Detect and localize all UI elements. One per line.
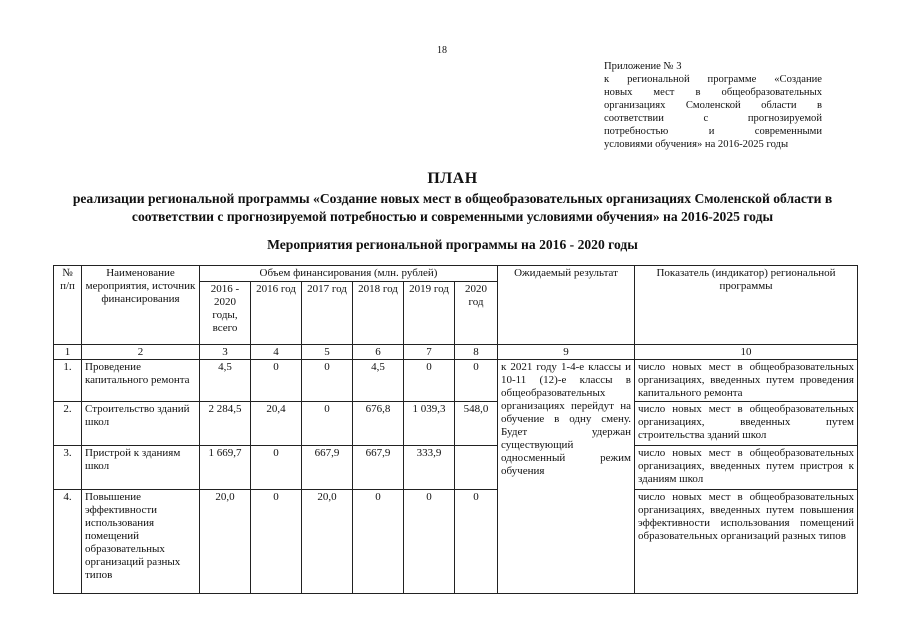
column-number: 3: [200, 345, 251, 360]
row-name: Пристрой к зданиям школ: [82, 446, 200, 490]
row-2016: 20,4: [251, 402, 302, 446]
header-year-2017: 2017 год: [302, 282, 353, 345]
header-expected-result: Ожидаемый результат: [498, 266, 635, 345]
table-row: [54, 446, 858, 490]
row-indicator: число новых мест в общеобразовательных организациях, введенных путем пристроя к зданиям школ: [635, 446, 858, 490]
row-num: 4.: [54, 490, 82, 594]
table-row: [54, 360, 858, 402]
header-indicator: Показатель (индикатор) региональной программы: [635, 266, 858, 345]
plan-subtitle: реализации региональной программы «Создание новых мест в общеобразовательных организациях Смоленской области в соответствии с прогнозируемой потребностью и современными условиями обучения» на 2016-2025 годы: [72, 191, 833, 224]
row-num: 2.: [54, 402, 82, 446]
row-2019: 333,9: [404, 446, 455, 490]
row-2017: 0: [302, 402, 353, 446]
program-activities-table: [53, 265, 858, 594]
table-row: [54, 402, 858, 446]
appendix-line: условиями обучения» на 2016-2025 годы: [604, 139, 789, 150]
row-2016: 0: [251, 490, 302, 594]
appendix-line: новых мест в общеобразовательных: [604, 87, 822, 98]
row-2018: 4,5: [353, 360, 404, 402]
row-2016: 0: [251, 360, 302, 402]
row-name: Проведение капитального ремонта: [82, 360, 200, 402]
row-num: 1.: [54, 360, 82, 402]
column-number: 7: [404, 345, 455, 360]
column-number: 5: [302, 345, 353, 360]
row-2019: 0: [404, 360, 455, 402]
header-financing: Объем финансирования (млн. рублей): [200, 266, 498, 282]
row-name: Строительство зданий школ: [82, 402, 200, 446]
column-number: 9: [498, 345, 635, 360]
plan-title: ПЛАН: [427, 170, 478, 187]
section-title: Мероприятия региональной программы на 2016 - 2020 годы: [267, 237, 638, 252]
header-num: № п/п: [54, 266, 82, 345]
column-number: 2: [82, 345, 200, 360]
row-2019: 0: [404, 490, 455, 594]
header-year-2016: 2016 год: [251, 282, 302, 345]
row-num: 3.: [54, 446, 82, 490]
row-indicator: число новых мест в общеобразовательных организациях, введенных путем строительства зданий школ: [635, 402, 858, 446]
row-2020: [455, 446, 498, 490]
row-name: Повышение эффективности использования помещений образовательных организаций разных типов: [82, 490, 200, 594]
row-2019: 1 039,3: [404, 402, 455, 446]
header-name: Наименование мероприятия, источник финансирования: [82, 266, 200, 345]
row-total: 1 669,7: [200, 446, 251, 490]
row-2017: 0: [302, 360, 353, 402]
column-number: 10: [635, 345, 858, 360]
header-total: 2016 - 2020 годы, всего: [200, 282, 251, 345]
page-number: 18: [437, 45, 447, 56]
row-indicator: число новых мест в общеобразовательных организациях, введенных путем проведения капитального ремонта: [635, 360, 858, 402]
row-2020: 0: [455, 490, 498, 594]
appendix-line: организациях Смоленской области в: [604, 100, 822, 111]
table-header-row: [54, 266, 858, 282]
appendix-line: потребностью и современными: [604, 126, 822, 137]
row-total: 4,5: [200, 360, 251, 402]
row-2018: 676,8: [353, 402, 404, 446]
row-2020: 0: [455, 360, 498, 402]
row-2018: 667,9: [353, 446, 404, 490]
row-total: 20,0: [200, 490, 251, 594]
appendix-line: соответствии с прогнозируемой: [604, 113, 822, 124]
appendix-line: Приложение № 3: [604, 61, 682, 72]
column-number: 8: [455, 345, 498, 360]
expected-result: к 2021 году 1-4-е классы и 10-11 (12)-е классы в общеобразовательных организациях перейдут на обучение в одну смену. Будет удержан существующий односменный режим обучения: [498, 360, 635, 594]
column-number: 1: [54, 345, 82, 360]
row-2020: 548,0: [455, 402, 498, 446]
header-year-2019: 2019 год: [404, 282, 455, 345]
header-year-2020: 2020 год: [455, 282, 498, 345]
row-2018: 0: [353, 490, 404, 594]
appendix-line: к региональной программе «Создание: [604, 74, 822, 85]
header-year-2018: 2018 год: [353, 282, 404, 345]
row-2017: 667,9: [302, 446, 353, 490]
row-total: 2 284,5: [200, 402, 251, 446]
row-indicator: число новых мест в общеобразовательных организациях, введенных путем повышения эффективности использования помещений образовательных организаций разных типов: [635, 490, 858, 594]
column-number: 4: [251, 345, 302, 360]
row-2016: 0: [251, 446, 302, 490]
column-number: 6: [353, 345, 404, 360]
row-2017: 20,0: [302, 490, 353, 594]
appendix-note: [604, 60, 822, 151]
column-numbers-row: [54, 345, 858, 360]
table-row: [54, 490, 858, 594]
